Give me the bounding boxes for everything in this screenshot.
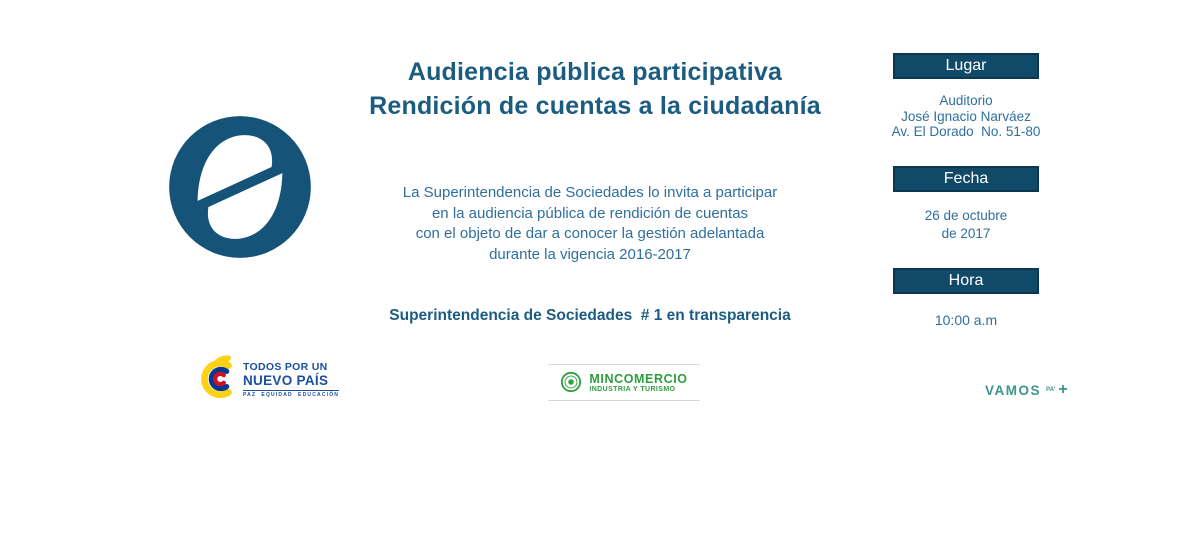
invitation-line-3: con el objeto de dar a conocer la gestión adelantada — [415, 225, 765, 242]
plus-icon: + — [1058, 381, 1068, 398]
fecha-label-box — [893, 166, 1039, 192]
mincomercio-line-2: INDUSTRIA Y TURISMO — [589, 385, 676, 393]
vamos-small-text: PA' — [1046, 387, 1056, 393]
gov-logo-line-1: TODOS POR UN — [243, 360, 328, 373]
lugar-line-2: José Ignacio Narváez — [901, 108, 1031, 124]
mincomercio-row — [548, 365, 700, 400]
mincomercio-logo — [548, 364, 700, 401]
mincomercio-text — [589, 372, 687, 393]
lugar-label-box — [893, 53, 1039, 79]
lugar-line-3: Av. El Dorado No. 51-80 — [891, 124, 1041, 139]
lugar-value — [873, 93, 1059, 140]
fecha-line-1: 26 de octubre — [924, 208, 1008, 223]
todos-por-un-nuevo-pais-logo — [198, 351, 339, 407]
hora-label-box — [893, 268, 1039, 294]
hora-value — [873, 313, 1059, 329]
supersociedades-logo-icon — [163, 110, 317, 264]
lugar-line-1: Auditorio — [939, 93, 993, 108]
invitation-line-2: en la audiencia pública de rendición de cuentas — [431, 204, 749, 222]
fecha-label: Fecha — [943, 170, 989, 187]
invitation-line-4: durante la vigencia 2016-2017 — [489, 245, 691, 263]
vamos-pa-mas-logo — [985, 381, 1068, 399]
fecha-value — [873, 207, 1059, 243]
gov-logo-text — [243, 361, 339, 398]
title-line-2: Rendición de cuentas a la ciudadanía — [369, 92, 821, 120]
vamos-word: VAMOS — [985, 382, 1042, 398]
mincomercio-line-1: MINCOMERCIO — [589, 371, 688, 386]
hora-label: Hora — [948, 272, 984, 289]
mincomercio-emblem-icon — [560, 371, 582, 393]
transparency-tagline: Superintendencia de Sociedades # 1 en transparencia — [389, 307, 791, 324]
title-line-1: Audiencia pública participativa — [407, 58, 783, 86]
divider-bottom — [548, 400, 700, 401]
invitation-text — [340, 183, 840, 265]
lugar-label: Lugar — [945, 57, 987, 74]
colombia-flag-flower-icon — [198, 351, 240, 407]
gov-logo-tagline: PAZ EQUIDAD EDUCACIÓN — [243, 391, 340, 398]
page-title — [325, 55, 865, 123]
hora-line-1: 10:00 a.m — [934, 312, 998, 328]
fecha-line-2: de 2017 — [941, 226, 991, 241]
gov-logo-line-2: NUEVO PAÍS — [243, 372, 329, 388]
invitation-line-1: La Superintendencia de Sociedades lo invita a participar — [402, 184, 778, 201]
